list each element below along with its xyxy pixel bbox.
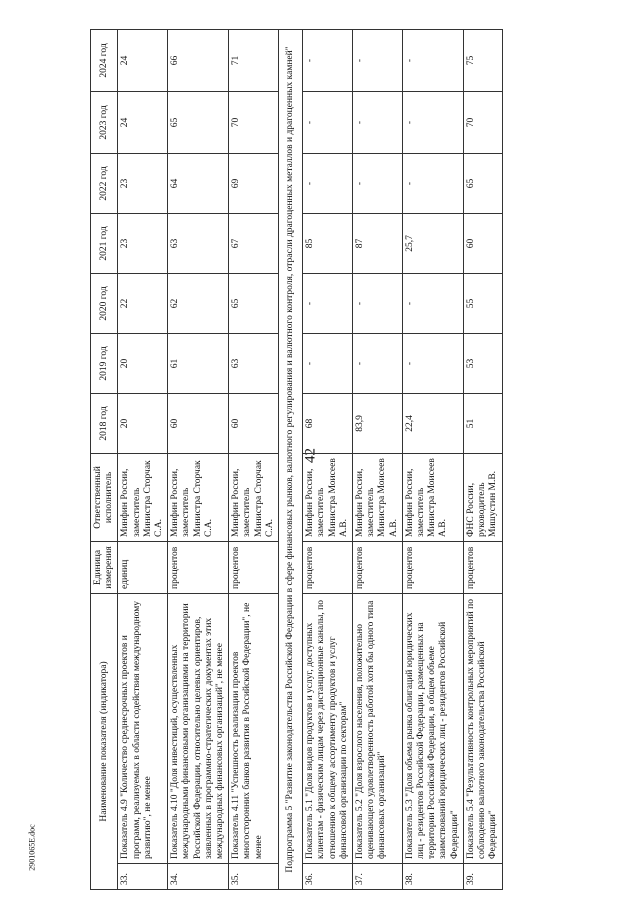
row-number: 39. [463,864,502,890]
value-cell: 20 [118,393,168,453]
header-responsible: Ответственный исполнитель [91,453,118,541]
page-number: 42 [302,448,319,463]
table-row [118,29,168,889]
value-cell: 64 [168,153,229,213]
value-cell: 24 [118,91,168,153]
indicator-name: Показатель 5.2 "Доля взрослого населения, положительно оценивающего удовлетворенность работой хотя бы одного типа финансовых организаций" [353,593,403,863]
unit-cell: процентов [303,541,353,593]
row-number: 37. [353,864,403,890]
value-cell: 63 [229,333,279,393]
value-cell: - [402,273,463,333]
value-cell: - [402,153,463,213]
value-cell: 65 [229,273,279,333]
value-cell: - [303,29,353,91]
value-cell: 60 [463,213,502,273]
unit-cell: процентов [229,541,279,593]
responsible-cell: Минфин России, заместитель Министра Сторчак С.А. [229,453,279,541]
header-year: 2024 год [91,29,118,91]
value-cell: 70 [229,91,279,153]
value-cell: 67 [229,213,279,273]
indicator-table-sheet [90,30,590,890]
responsible-cell: ФНС России, руководитель Мишустин М.В. [463,453,502,541]
row-number: 34. [168,864,229,890]
value-cell: 65 [168,91,229,153]
indicator-name: Показатель 5.3 "Доля объема рынка облигаций юридических лиц - резидентов Российской Федерации, размещенных на территории Российской Федерации, в общем объеме заимствований юридических лиц - резидентов Российской Федерации" [402,593,463,863]
unit-cell: процентов [353,541,403,593]
value-cell: 55 [463,273,502,333]
header-year: 2021 год [91,213,118,273]
indicator-table [90,29,503,890]
responsible-cell: Минфин России, заместитель Министра Сторчак С.А. [118,453,168,541]
table-row [229,29,279,889]
unit-cell: процентов [402,541,463,593]
value-cell: 53 [463,333,502,393]
value-cell: 69 [229,153,279,213]
responsible-cell: Минфин России, заместитель Министра Моисеев А.В. [303,453,353,541]
table-header-row [91,29,118,889]
value-cell: 23 [118,213,168,273]
value-cell: - [402,91,463,153]
value-cell: - [353,333,403,393]
value-cell: - [303,273,353,333]
header-year: 2022 год [91,153,118,213]
value-cell: - [402,333,463,393]
value-cell: 22 [118,273,168,333]
value-cell: 83,9 [353,393,403,453]
value-cell: - [353,91,403,153]
value-cell: - [353,29,403,91]
value-cell: - [303,91,353,153]
value-cell: 63 [168,213,229,273]
header-year: 2018 год [91,393,118,453]
value-cell: 75 [463,29,502,91]
header-year: 2020 год [91,273,118,333]
value-cell: - [402,29,463,91]
responsible-cell: Минфин России, заместитель Министра Моисеев А.В. [402,453,463,541]
value-cell: 70 [463,91,502,153]
value-cell: - [353,273,403,333]
value-cell: 65 [463,153,502,213]
value-cell: 85 [303,213,353,273]
value-cell: 20 [118,333,168,393]
responsible-cell: Минфин России, заместитель Министра Сторчак С.А. [168,453,229,541]
indicator-name: Показатель 4.11 "Успешность реализации проектов многосторонних банков развития в Российской Федерации", не менее [229,593,279,863]
value-cell: 22,4 [402,393,463,453]
table-row [168,29,229,889]
header-year: 2023 год [91,91,118,153]
header-unit: Единица измерения [91,541,118,593]
value-cell: 51 [463,393,502,453]
row-number: 38. [402,864,463,890]
value-cell: 25,7 [402,213,463,273]
row-number: 33. [118,864,168,890]
unit-cell: единиц [118,541,168,593]
row-number: 35. [229,864,279,890]
value-cell: 71 [229,29,279,91]
value-cell: 23 [118,153,168,213]
subprogram-row [279,29,303,889]
value-cell: - [303,333,353,393]
unit-cell: процентов [463,541,502,593]
subprogram-title-text: Подпрограмма 5 "Развитие законодательства Российской Федерации в сфере финансовых рынков, валютного регулирования и валютного контроля, отрасли драгоценных металлов и драгоценных камней" [285,46,296,873]
indicator-name: Показатель 5.4 "Результативность контрольных мероприятий по соблюдению валютного законодательства Российской Федерации" [463,593,502,863]
indicator-name: Показатель 4.9 "Количество среднесрочных проектов и программ, реализуемых в области содействия международному развитию", не менее [118,593,168,863]
value-cell: 60 [168,393,229,453]
header-name: Наименование показателя (индикатора) [91,593,118,889]
responsible-cell: Минфин России, заместитель Министра Моисеев А.В. [353,453,403,541]
table-row [463,29,502,889]
value-cell: 61 [168,333,229,393]
subprogram-title [279,29,303,889]
document-filename: 2901065Е.doc [27,824,37,871]
table-row [303,29,353,889]
header-year: 2019 год [91,333,118,393]
value-cell: 60 [229,393,279,453]
indicator-name: Показатель 5.1 "Доля видов продуктов и услуг, доступных клиентам - физическим лицам через дистанционные каналы, по отношению к общему ассортименту продуктов и услуг финансовой организации по секторам" [303,593,353,863]
value-cell: 66 [168,29,229,91]
value-cell: 24 [118,29,168,91]
value-cell: 68 [303,393,353,453]
indicator-name: Показатель 4.10 "Доля инвестиций, осуществленных международными финансовыми организациями на территории Российской Федерации, относительно целевых ориентиров, заявленных в программно-стратегических документах этих международных финансовых организаций", не менее [168,593,229,863]
value-cell: - [353,153,403,213]
table-row [402,29,463,889]
row-number: 36. [303,864,353,890]
unit-cell: процентов [168,541,229,593]
table-row [353,29,403,889]
value-cell: 62 [168,273,229,333]
value-cell: 87 [353,213,403,273]
value-cell: - [303,153,353,213]
